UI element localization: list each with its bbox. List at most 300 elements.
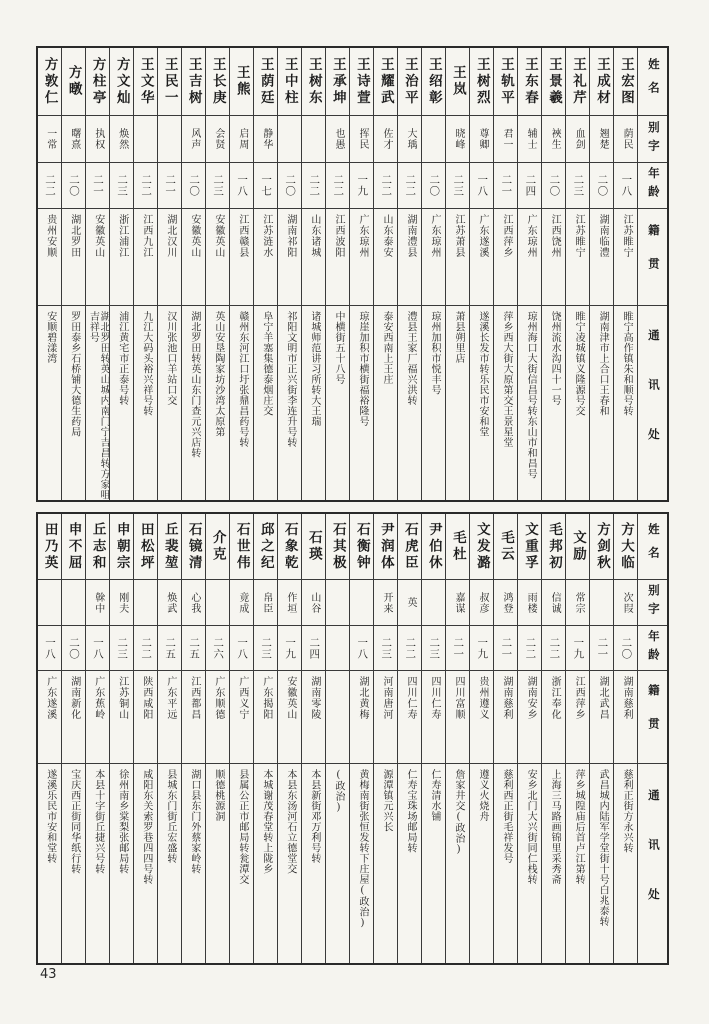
entry-origin-cell	[182, 671, 205, 764]
entry-address: 安顺碧漾湾	[44, 311, 56, 364]
entry-age-cell	[278, 163, 301, 209]
entry-column	[229, 514, 253, 963]
entry-column	[61, 48, 85, 500]
entry-origin: 江西赣县	[236, 214, 248, 258]
entry-address: 澧县王家厂福兴洪转	[404, 311, 416, 406]
entry-name: 王耀武	[378, 56, 394, 107]
entry-name: 丘志和	[90, 521, 106, 572]
entry-zi-cell	[470, 580, 493, 626]
entry-age: 二三	[260, 636, 272, 660]
entry-origin-cell	[110, 671, 133, 764]
entry-age: 二〇	[620, 636, 632, 660]
entry-zi-cell	[134, 116, 157, 163]
entry-address: 咸阳东关索罗巷四四号转	[140, 769, 152, 885]
entry-column	[373, 514, 397, 963]
entry-zi: 会贤	[212, 128, 224, 150]
entry-origin-cell	[326, 209, 349, 306]
entry-age-cell	[38, 626, 61, 671]
entry-age: 二二	[44, 174, 56, 197]
entry-name-cell	[326, 48, 349, 116]
entry-address-cell	[590, 764, 613, 963]
entry-origin: 江苏铜山	[116, 676, 128, 720]
entry-address-cell	[374, 306, 397, 500]
entry-origin: 江西饶州	[549, 214, 561, 258]
entry-address: 诸城师范讲习所转大王瑞	[308, 311, 320, 427]
entry-origin: 四川仁寿	[429, 676, 440, 720]
entry-column	[589, 48, 613, 500]
entry-column	[38, 48, 61, 500]
entry-origin: 山东诸城	[308, 214, 320, 258]
entry-zi: 英	[404, 597, 416, 608]
entry-column	[38, 514, 61, 963]
column-header-origin	[638, 671, 667, 764]
entry-name: 尹润体	[378, 521, 394, 572]
entry-age: 二四	[308, 636, 320, 660]
entry-age-cell	[158, 626, 181, 671]
entry-zi: 曙熹	[68, 128, 80, 150]
entry-name: 王吉树	[186, 56, 202, 107]
entry-column	[133, 514, 157, 963]
entry-zi: 挥民	[356, 128, 368, 150]
entry-origin-cell	[398, 671, 421, 764]
entry-origin-cell	[230, 209, 253, 306]
entry-origin-cell	[110, 209, 133, 306]
entry-name: 石世伟	[234, 521, 250, 572]
entry-zi-cell	[86, 116, 109, 163]
entry-origin: 广东遂溪	[44, 676, 56, 720]
entry-origin: 贵州安顺	[44, 214, 56, 258]
entry-address-cell	[566, 306, 589, 500]
entry-name: 石虎臣	[402, 521, 418, 572]
entry-age-cell	[182, 626, 205, 671]
entry-name-cell	[278, 514, 301, 580]
entry-origin-cell	[422, 671, 445, 764]
entry-origin-cell	[470, 209, 493, 306]
entry-address-cell	[206, 306, 229, 500]
entry-address-cell	[62, 306, 85, 500]
entry-name-cell	[470, 514, 493, 580]
entry-column	[61, 514, 85, 963]
entry-origin-cell	[542, 671, 565, 764]
entry-origin: 江苏睢宁	[573, 214, 585, 258]
entry-age-cell	[398, 163, 421, 209]
entry-address: 中横街五十八号	[332, 311, 344, 385]
entry-age-cell	[374, 163, 397, 209]
entry-age: 二六	[212, 636, 224, 660]
entry-origin-cell	[86, 671, 109, 764]
entry-zi: 鸿登	[501, 591, 513, 614]
entry-address-cell	[38, 306, 61, 500]
entry-age-cell	[422, 626, 445, 671]
entry-age-cell	[350, 163, 373, 209]
entry-zi: 信诚	[549, 591, 561, 614]
entry-address: 顺德桃源洞	[212, 769, 224, 822]
entry-column	[85, 48, 109, 500]
entry-name-cell	[422, 514, 445, 580]
entry-zi-cell	[230, 580, 253, 626]
entry-zi-cell	[422, 116, 445, 163]
entry-address: 九江大码头裕兴祥号转	[140, 311, 152, 416]
entry-address-cell	[398, 764, 421, 963]
entry-name: 邱之纪	[258, 521, 274, 572]
entry-name-cell	[542, 514, 565, 580]
entry-zi-cell	[494, 580, 517, 626]
entry-origin: 广东平远	[164, 676, 176, 720]
entry-address: 詹家井交(政治)	[453, 769, 465, 855]
entry-column	[493, 514, 517, 963]
entry-column	[421, 48, 445, 500]
entry-address: 琼崖加积市横街福裕隆号	[356, 311, 368, 427]
entry-address-cell	[302, 764, 325, 963]
entry-column	[565, 48, 589, 500]
entry-name: 尹伯休	[426, 521, 442, 572]
entry-name: 石象乾	[282, 521, 298, 572]
entry-column	[157, 514, 181, 963]
entry-zi-cell	[230, 116, 253, 163]
entry-age-cell	[398, 626, 421, 671]
entry-zi-cell	[278, 580, 301, 626]
entry-age: 一八	[44, 636, 56, 660]
entry-zi-cell	[134, 580, 157, 626]
entry-address: 慈利正街方永兴转	[621, 769, 633, 853]
entry-zi-cell	[38, 116, 61, 163]
entry-zi: 辅士	[525, 128, 537, 150]
entry-address: 琼州海口大街信昌号转东山市和昌号	[525, 311, 537, 479]
entry-column	[469, 514, 493, 963]
entry-age: 一九	[476, 636, 488, 660]
entry-address: 汉川张池口羊站口交	[164, 311, 176, 406]
entry-name-cell	[230, 48, 253, 116]
entry-age-cell	[230, 626, 253, 671]
entry-name-cell	[326, 514, 349, 580]
entry-origin-cell	[398, 209, 421, 306]
entry-origin: 湖南祁阳	[284, 214, 296, 258]
entry-age-cell	[38, 163, 61, 209]
entry-origin: 山东泰安	[380, 214, 392, 258]
entry-age-cell	[86, 163, 109, 209]
entry-column	[421, 514, 445, 963]
entry-name: 毛杜	[450, 530, 466, 563]
entry-name: 石衡钟	[354, 521, 370, 572]
entry-origin-cell	[38, 209, 61, 306]
entry-age: 一七	[260, 174, 272, 197]
entry-name: 方大临	[619, 521, 635, 572]
entry-zi: 裌生	[549, 128, 561, 150]
entry-name: 王成材	[595, 56, 610, 107]
entry-origin: 江西九江	[140, 214, 152, 258]
entry-zi-cell	[374, 580, 397, 626]
directory-table-top	[36, 46, 669, 502]
column-header-address	[638, 306, 667, 500]
entry-name: 方柱亭	[90, 56, 106, 107]
entry-age-cell	[446, 626, 469, 671]
entry-origin-cell	[278, 209, 301, 306]
entry-column	[325, 48, 349, 500]
entry-name: 王中柱	[282, 56, 298, 107]
entry-name-cell	[422, 48, 445, 116]
entry-zi: 翘楚	[597, 128, 609, 150]
entry-column	[349, 48, 373, 500]
entry-address: 徐州南乡棠梨张邮局转	[116, 769, 128, 874]
entry-age-cell	[62, 626, 85, 671]
entry-address-cell	[566, 764, 589, 963]
entry-age-cell	[182, 163, 205, 209]
entry-address-cell	[86, 764, 109, 963]
entry-name-cell	[62, 48, 85, 116]
entry-address: 湖北罗田转英山东门查元兴店转	[188, 311, 200, 458]
entry-age-cell	[302, 626, 325, 671]
entry-zi-cell	[206, 116, 229, 163]
entry-name: 王荫廷	[258, 56, 274, 107]
entry-address: 萍乡西大街大原第交王景星堂	[501, 311, 513, 448]
column-header-address-label: 通讯处	[646, 328, 659, 478]
entry-column	[133, 48, 157, 500]
entry-origin-cell	[134, 209, 157, 306]
entry-name: 方暾	[66, 65, 82, 98]
entry-name: 王绍彰	[426, 56, 442, 107]
entry-name: 毛邦初	[546, 521, 562, 572]
entry-age-cell	[110, 626, 133, 671]
column-header-address	[638, 764, 667, 963]
entry-column	[253, 48, 277, 500]
column-header-age	[638, 626, 667, 671]
entry-address-cell	[494, 764, 517, 963]
entry-age: 二〇	[68, 636, 80, 660]
entry-name-cell	[158, 48, 181, 116]
entry-column	[613, 514, 637, 963]
entry-zi: 启周	[236, 128, 248, 150]
entry-address: 宝庆西正街同华纸行转	[68, 769, 80, 874]
entry-address: 仁寿宝珠场邮局转	[404, 769, 416, 853]
entry-zi-cell	[254, 116, 277, 163]
entry-origin: 江苏萧县	[453, 214, 465, 258]
entry-address: 罗田泰乡石桥铺大德生药局	[68, 311, 80, 437]
entry-zi-cell	[542, 580, 565, 626]
entry-origin-cell	[518, 209, 541, 306]
entry-zi: 开来	[380, 591, 392, 614]
entry-address-cell	[278, 306, 301, 500]
entry-address-cell	[254, 764, 277, 963]
entry-age-cell	[470, 163, 493, 209]
entry-origin-cell	[38, 671, 61, 764]
entry-origin-cell	[206, 209, 229, 306]
entry-origin: 湖北罗田	[68, 214, 80, 258]
entry-age: 二二	[548, 636, 560, 660]
entry-origin-cell	[134, 671, 157, 764]
entry-name-cell	[86, 48, 109, 116]
entry-origin-cell	[158, 209, 181, 306]
entry-age-cell	[494, 626, 517, 671]
entry-address: 萧县朔里店	[453, 311, 465, 364]
entry-name: 文重孚	[522, 521, 538, 572]
entry-origin: 四川仁寿	[404, 676, 416, 720]
entry-name: 王民一	[162, 56, 178, 107]
entry-origin-cell	[374, 209, 397, 306]
entry-address: 上海三马路画锦里采秀斋	[549, 769, 561, 885]
entry-origin-cell	[350, 671, 373, 764]
entry-address-cell	[542, 764, 565, 963]
entry-age-cell	[254, 163, 277, 209]
entry-origin-cell	[278, 671, 301, 764]
entry-address: 黄梅南街张恒发转下庄屋(政治)	[356, 769, 368, 929]
entry-age: 一八	[92, 636, 104, 660]
entry-address-cell	[158, 764, 181, 963]
entry-name: 丘裴堃	[162, 521, 178, 572]
entry-origin-cell	[254, 671, 277, 764]
column-header-zi-label: 别字	[646, 120, 659, 158]
entry-age: 二一	[92, 174, 104, 197]
entry-column	[301, 514, 325, 963]
column-header-name	[638, 514, 667, 580]
entry-age: 二二	[404, 636, 416, 660]
entry-name: 王轨平	[498, 56, 514, 107]
entry-origin-cell	[446, 671, 469, 764]
column-header-age-label: 年龄	[646, 167, 659, 204]
entry-address-cell	[470, 764, 493, 963]
entry-origin-cell	[470, 671, 493, 764]
entry-zi: 荫民	[621, 128, 633, 150]
entry-origin-cell	[302, 209, 325, 306]
entry-zi-cell	[110, 580, 133, 626]
entry-name: 毛云	[498, 530, 514, 563]
entry-origin-cell	[494, 209, 517, 306]
entry-column	[85, 514, 109, 963]
entry-address-cell	[326, 764, 349, 963]
entry-zi-cell	[374, 116, 397, 163]
entry-origin-cell	[590, 671, 613, 764]
entry-name-cell	[542, 48, 565, 116]
entry-zi-cell	[566, 116, 589, 163]
entry-zi-cell	[398, 116, 421, 163]
entry-zi-cell	[566, 580, 589, 626]
entry-column	[181, 514, 205, 963]
entry-origin: 江西萍乡	[573, 676, 585, 720]
entry-name-cell	[206, 48, 229, 116]
entry-address-cell	[614, 764, 637, 963]
entry-name: 田松坪	[138, 521, 154, 572]
entry-age: 一八	[236, 174, 248, 197]
entry-zi-cell	[422, 580, 445, 626]
entry-column	[349, 514, 373, 963]
entry-address-cell	[38, 764, 61, 963]
entry-origin-cell	[566, 209, 589, 306]
entry-zi-cell	[62, 116, 85, 163]
entry-column	[517, 48, 541, 500]
entry-age-cell	[278, 626, 301, 671]
entry-address: 英山安垦陶家坊沙湾太原第	[212, 311, 224, 437]
entry-origin: 安徽英山	[284, 676, 296, 720]
entry-zi: 帛臣	[260, 591, 272, 614]
entry-name-cell	[254, 48, 277, 116]
entry-origin: 广东蕉岭	[92, 676, 104, 720]
entry-name: 王承坤	[330, 56, 346, 107]
entry-address-cell	[134, 764, 157, 963]
column-header-origin	[638, 209, 667, 306]
entry-name-cell	[62, 514, 85, 580]
entry-address-cell	[110, 306, 133, 500]
entry-name-cell	[614, 48, 637, 116]
entry-address-cell	[518, 306, 541, 500]
entry-name-cell	[374, 48, 397, 116]
entry-zi: 常宗	[573, 591, 585, 614]
entry-origin: 陕西咸阳	[140, 676, 152, 720]
entry-origin-cell	[206, 671, 229, 764]
entry-address: (政治)	[332, 769, 344, 813]
entry-age: 二五	[188, 636, 200, 660]
entry-name-cell	[590, 514, 613, 580]
entry-age: 二三	[116, 636, 128, 660]
entry-address: 祁阳文明市正兴街李连升号转	[284, 311, 296, 448]
entry-name: 申不屈	[66, 521, 82, 572]
entry-address: 慈利西正街毛祥发号	[501, 769, 513, 864]
entry-name: 王治平	[402, 56, 418, 107]
entry-origin: 河南唐河	[380, 676, 392, 720]
table-header-column	[637, 514, 667, 963]
entry-column	[277, 514, 301, 963]
entry-name: 申朝宗	[114, 521, 130, 572]
entry-address: 本县十字街丘捷兴号转	[92, 769, 104, 874]
entry-zi: 君一	[501, 128, 513, 150]
entry-zi: 心我	[188, 591, 200, 614]
entry-name-cell	[230, 514, 253, 580]
entry-zi-cell	[326, 580, 349, 626]
entry-column	[325, 514, 349, 963]
entry-address: 睢宁高作镇朱和顺号转	[621, 311, 633, 416]
entry-address-cell	[518, 764, 541, 963]
entry-column	[109, 514, 133, 963]
entry-zi: 竟成	[236, 591, 248, 614]
entry-name-cell	[254, 514, 277, 580]
entry-zi-cell	[446, 116, 469, 163]
column-header-name-label: 姓名	[646, 58, 659, 105]
entry-address-cell	[254, 306, 277, 500]
entry-name-cell	[398, 514, 421, 580]
entry-zi-cell	[518, 580, 541, 626]
entry-name: 王岚	[450, 65, 466, 98]
entry-origin: 湖南零陵	[308, 676, 320, 720]
entry-address-cell	[86, 306, 109, 500]
entry-name: 王熊	[234, 65, 250, 98]
entry-zi: 佐才	[380, 128, 392, 150]
entry-name-cell	[566, 48, 589, 116]
entry-zi-cell	[254, 580, 277, 626]
entry-origin-cell	[302, 671, 325, 764]
entry-origin-cell	[614, 671, 637, 764]
entry-address: 阜宁羊塞集德泰烟庄交	[260, 311, 272, 416]
entry-zi: 嘉谋	[453, 591, 465, 614]
entry-age: 一九	[356, 174, 368, 197]
entry-age: 二三	[380, 636, 392, 660]
entry-name-cell	[350, 48, 373, 116]
entry-age-cell	[302, 163, 325, 209]
entry-age-cell	[470, 626, 493, 671]
entry-address-cell	[374, 764, 397, 963]
entry-column	[373, 48, 397, 500]
entry-zi-cell	[494, 116, 517, 163]
entry-address: 湖北罗田转英山城内南门宁吉昌转方家咀吉祥号	[87, 311, 109, 500]
entry-origin-cell	[86, 209, 109, 306]
entry-zi-cell	[302, 116, 325, 163]
entry-name-cell	[446, 48, 469, 116]
column-header-age-label: 年龄	[646, 629, 659, 667]
entry-address: 本城谢茂春堂转上陇乡	[260, 769, 272, 874]
entry-zi-cell	[326, 116, 349, 163]
entry-name: 王长庚	[210, 56, 226, 107]
entry-origin-cell	[374, 671, 397, 764]
entry-column	[277, 48, 301, 500]
entry-origin-cell	[182, 209, 205, 306]
entry-zi-cell	[158, 580, 181, 626]
